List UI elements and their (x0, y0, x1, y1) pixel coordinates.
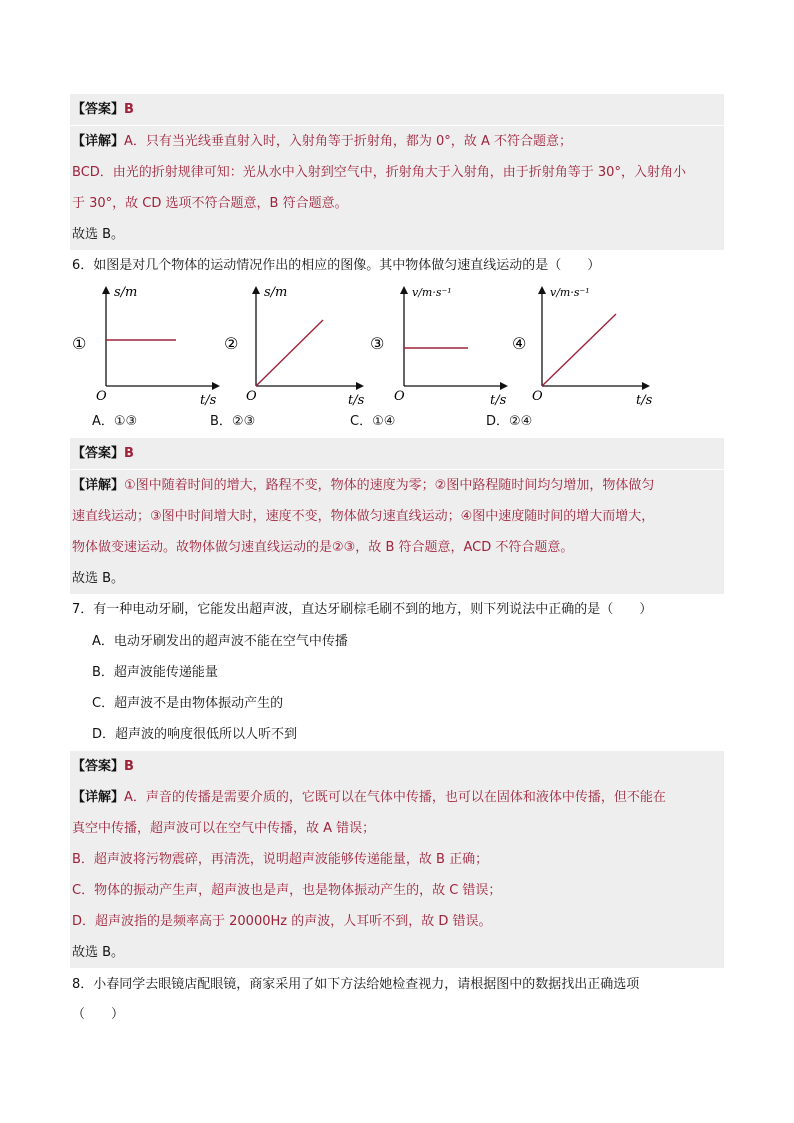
q5-detail-text-3: 于 30°，故 CD 选项不符合题意，B 符合题意。 (72, 196, 348, 211)
q7-detail-text-2: 真空中传播，超声波可以在空气中传播，故 A 错误； (72, 821, 376, 836)
q7-detail-line-1 (70, 782, 724, 813)
q7-answer-value: B (124, 759, 134, 774)
q7-detail-line-2 (70, 813, 724, 844)
graph-4-y-arrow (538, 286, 546, 294)
graph-4-line (542, 314, 616, 386)
graph-3 (370, 286, 508, 408)
q7-stem-text: 7．有一种电动牙刷，它能发出超声波，直达牙刷棕毛刷不到的地方，则下列说法中正确的是（ ） (72, 602, 653, 617)
graph-1-origin: O (96, 389, 107, 404)
q7-option-d[interactable] (70, 719, 724, 750)
q5-answer-value: B (124, 102, 134, 117)
q6-option-a[interactable]: A．①③ (92, 414, 138, 429)
q5-detail-line-1 (70, 126, 724, 157)
graph-4 (512, 286, 653, 408)
graph-3-ylabel: v/m·s⁻¹ (412, 286, 452, 299)
q8-stem-line-1 (70, 969, 724, 1000)
q7-detail-line-3 (70, 844, 724, 875)
q6-answer-line (70, 438, 724, 469)
q5-detail-line-3 (70, 188, 724, 219)
q6-graphs-svg (70, 282, 724, 412)
q7-option-a[interactable] (70, 626, 724, 657)
q7-option-a-text: A．电动牙刷发出的超声波不能在空气中传播 (92, 634, 348, 649)
graph-1-ylabel: s/m (114, 285, 138, 300)
q8-stem-text-1: 8．小春同学去眼镜店配眼镜，商家采用了如下方法给她检查视力，请根据图中的数据找出正确选项 (72, 977, 640, 992)
q7-conclusion (70, 937, 724, 968)
graph-4-number: ④ (512, 334, 527, 353)
q6-detail-text-3: 物体做变速运动。故物体做匀速直线运动的是②③，故 B 符合题意，ACD 不符合题意。 (72, 540, 574, 555)
q6-option-c[interactable]: C．①④ (350, 414, 396, 429)
graph-2-ylabel: s/m (264, 285, 288, 300)
q6-detail-line-2 (70, 501, 724, 532)
q7-answer-label: 【答案】 (72, 759, 125, 774)
q5-detail-line-2 (70, 157, 724, 188)
q6-detail-text-1: ①图中随着时间的增大，路程不变，物体的速度为零；②图中路程随时间均匀增加，物体做匀 (124, 478, 655, 493)
graph-1 (72, 285, 220, 408)
q6-options (70, 408, 724, 436)
q6-option-d[interactable]: D．②④ (486, 414, 533, 429)
graph-1-y-arrow (102, 286, 110, 294)
q7-detail-label: 【详解】 (72, 790, 125, 805)
q6-conclusion-text: 故选 B。 (72, 571, 125, 586)
graph-3-number: ③ (370, 334, 385, 353)
q6-conclusion (70, 563, 724, 594)
q7-option-b-text: B．超声波能传递能量 (92, 665, 218, 680)
q6-option-b[interactable]: B．②③ (210, 414, 256, 429)
q6-detail-line-3 (70, 532, 724, 563)
q7-option-d-text: D．超声波的响度很低所以人听不到 (92, 727, 298, 742)
graph-3-origin: O (394, 389, 405, 404)
q7-detail-text-5: D．超声波指的是频率高于 20000Hz 的声波，人耳听不到，故 D 错误。 (72, 914, 492, 929)
q5-answer-line (70, 94, 724, 125)
q7-conclusion-text: 故选 B。 (72, 945, 125, 960)
q6-stem (70, 250, 724, 281)
q7-option-b[interactable] (70, 657, 724, 688)
q7-stem (70, 594, 724, 625)
q5-answer-label: 【答案】 (72, 102, 125, 117)
q5-detail-text-1: A．只有当光线垂直射入时，入射角等于折射角，都为 0°，故 A 不符合题意； (124, 134, 572, 149)
graph-2-x-arrow (356, 382, 364, 390)
q6-graphs (70, 282, 724, 412)
q6-detail-label: 【详解】 (72, 478, 125, 493)
q5-conclusion (70, 219, 724, 250)
graph-2 (224, 285, 365, 408)
q7-option-c[interactable] (70, 688, 724, 719)
graph-2-xlabel: t/s (348, 393, 365, 408)
graph-2-line (256, 320, 323, 386)
graph-3-xlabel: t/s (490, 393, 507, 408)
q7-detail-text-3: B．超声波将污物震碎，再清洗，说明超声波能够传递能量，故 B 正确； (72, 852, 489, 867)
q7-answer-line (70, 751, 724, 782)
q7-detail-text-4: C．物体的振动产生声，超声波也是声，也是物体振动产生的，故 C 错误； (72, 883, 502, 898)
graph-3-y-arrow (400, 286, 408, 294)
q5-detail-label: 【详解】 (72, 134, 125, 149)
q5-detail-text-2: BCD．由光的折射规律可知：光从水中入射到空气中，折射角大于入射角，由于折射角等于 30°，入射角小 (72, 165, 686, 180)
q6-answer-value: B (124, 446, 134, 461)
graph-4-xlabel: t/s (636, 393, 653, 408)
q5-conclusion-text: 故选 B。 (72, 227, 125, 242)
q7-detail-line-4 (70, 875, 724, 906)
graph-2-y-arrow (252, 286, 260, 294)
q6-answer-label: 【答案】 (72, 446, 125, 461)
graph-3-x-arrow (500, 382, 508, 390)
q6-detail-line-1 (70, 470, 724, 501)
graph-4-ylabel: v/m·s⁻¹ (550, 286, 590, 299)
q8-stem-text-2: （ ） (72, 1007, 125, 1022)
graph-2-origin: O (246, 389, 257, 404)
graph-1-number: ① (72, 334, 87, 353)
graph-1-x-arrow (212, 382, 220, 390)
q8-stem-line-2 (70, 999, 724, 1030)
graph-4-x-arrow (642, 382, 650, 390)
q7-detail-text-1: A．声音的传播是需要介质的，它既可以在气体中传播，也可以在固体和液体中传播，但不能在 (124, 790, 666, 805)
graph-4-origin: O (532, 389, 543, 404)
graph-2-number: ② (224, 334, 239, 353)
q7-detail-line-5 (70, 906, 724, 937)
q6-stem-text: 6．如图是对几个物体的运动情况作出的相应的图像。其中物体做匀速直线运动的是（ ） (72, 258, 601, 273)
q7-option-c-text: C．超声波不是由物体振动产生的 (92, 696, 284, 711)
graph-1-xlabel: t/s (200, 393, 217, 408)
q6-detail-text-2: 速直线运动；③图中时间增大时，速度不变，物体做匀速直线运动；④图中速度随时间的增大而增大， (72, 509, 655, 524)
